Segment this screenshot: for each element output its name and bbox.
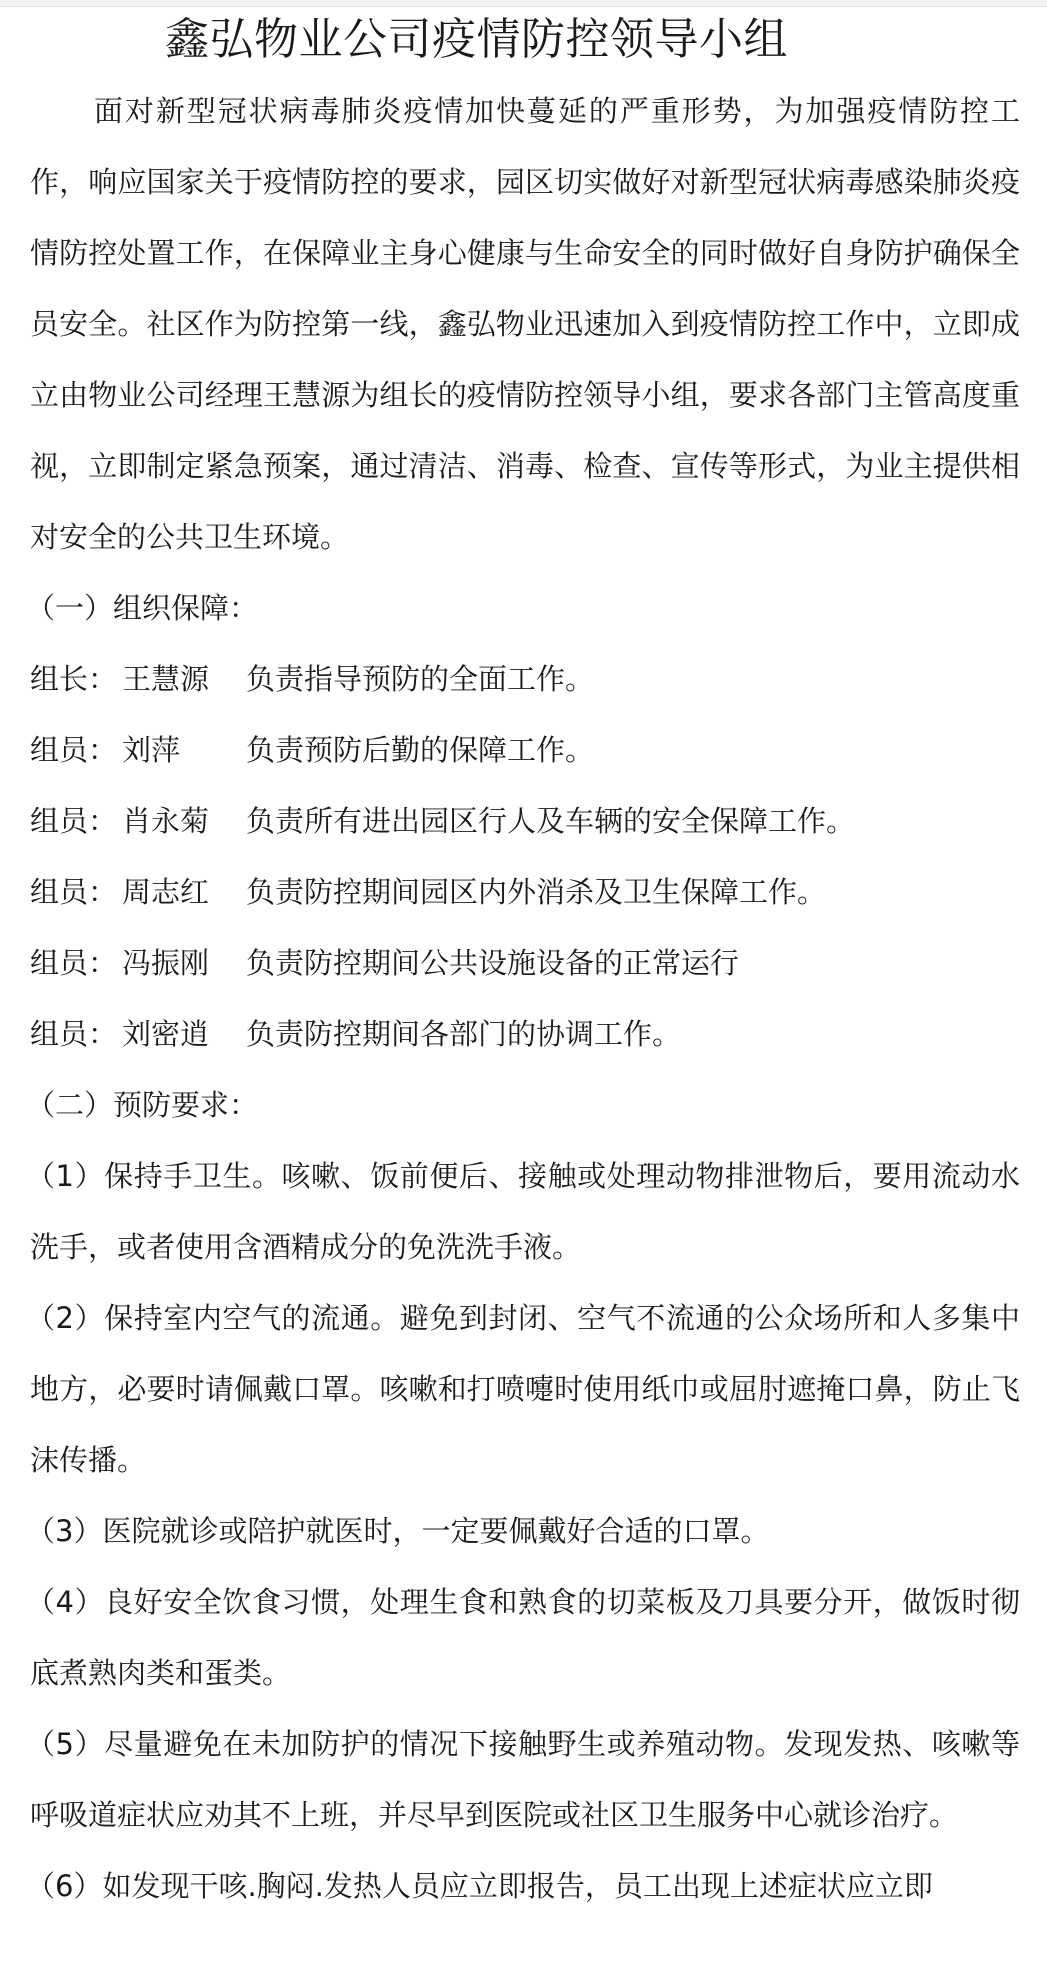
member-row [30,999,1020,1070]
member-duty: 负责防控期间公共设施设备的正常运行 [246,946,740,980]
member-name: 刘密逍 [122,1017,210,1051]
member-duty: 负责防控期间各部门的协调工作。 [246,1017,682,1051]
member-name: 周志红 [122,875,210,909]
member-name: 刘萍 [122,733,181,767]
prevention-item: （2）保持室内空气的流通。避免到封闭、空气不流通的公众场所和人多集中地方，必要时请佩戴口罩。咳嗽和打喷嚏时使用纸巾或屈肘遮掩口鼻，防止飞沫传播。 [26,1301,1020,1477]
section-heading-organization: （一）组织保障： [26,591,259,625]
member-row [30,857,1020,928]
prevention-item: （3）医院就诊或陪护就医时，一定要佩戴好合适的口罩。 [26,1514,770,1548]
member-duty: 负责预防后勤的保障工作。 [246,733,595,767]
member-row [30,928,1020,999]
member-role: 组员： [30,733,118,767]
member-duty: 负责指导预防的全面工作。 [246,662,595,696]
prevention-item: （5）尽量避免在未加防护的情况下接触野生或养殖动物。发现发热、咳嗽等呼吸道症状应劝其不上班，并尽早到医院或社区卫生服务中心就诊治疗。 [26,1727,1020,1832]
prevention-item: （1）保持手卫生。咳嗽、饭前便后、接触或处理动物排泄物后，要用流动水洗手，或者使用含酒精成分的免洗洗手液。 [26,1159,1020,1264]
member-duty: 负责所有进出园区行人及车辆的安全保障工作。 [246,804,856,838]
member-name: 冯振刚 [122,946,210,980]
member-role: 组员： [30,1017,118,1051]
section-heading-prevention: （二）预防要求： [26,1088,259,1122]
document-body [26,76,1020,1922]
member-role: 组长： [30,662,118,696]
prevention-item: （4）良好安全饮食习惯，处理生食和熟食的切菜板及刀具要分开，做饭时彻底煮熟肉类和蛋类。 [26,1585,1020,1690]
member-role: 组员： [30,875,118,909]
member-role: 组员： [30,946,118,980]
member-name: 王慧源 [122,662,210,696]
member-duty: 负责防控期间园区内外消杀及卫生保障工作。 [246,875,827,909]
member-role: 组员： [30,804,118,838]
member-row [30,786,1020,857]
intro-paragraph: 面对新型冠状病毒肺炎疫情加快蔓延的严重形势，为加强疫情防控工作，响应国家关于疫情防控的要求，园区切实做好对新型冠状病毒感染肺炎疫情防控处置工作，在保障业主身心健康与生命安全的同时做好自身防护确保全员安全。社区作为防控第一线，鑫弘物业迅速加入到疫情防控工作中，立即成立由物业公司经理王慧源为组长的疫情防控领导小组，要求各部门主管高度重视，立即制定紧急预案，通过清洁、消毒、检查、宣传等形式，为业主提供相对安全的公共卫生环境。 [30,94,1020,554]
member-row [30,715,1020,786]
page-top-edge [0,0,1047,7]
document-title: 鑫弘物业公司疫情防控领导小组 [165,14,788,65]
prevention-item: （6）如发现干咳.胸闷.发热人员应立即报告，员工出现上述症状应立即 [26,1869,933,1903]
member-name: 肖永菊 [122,804,210,838]
member-row [30,644,1020,715]
